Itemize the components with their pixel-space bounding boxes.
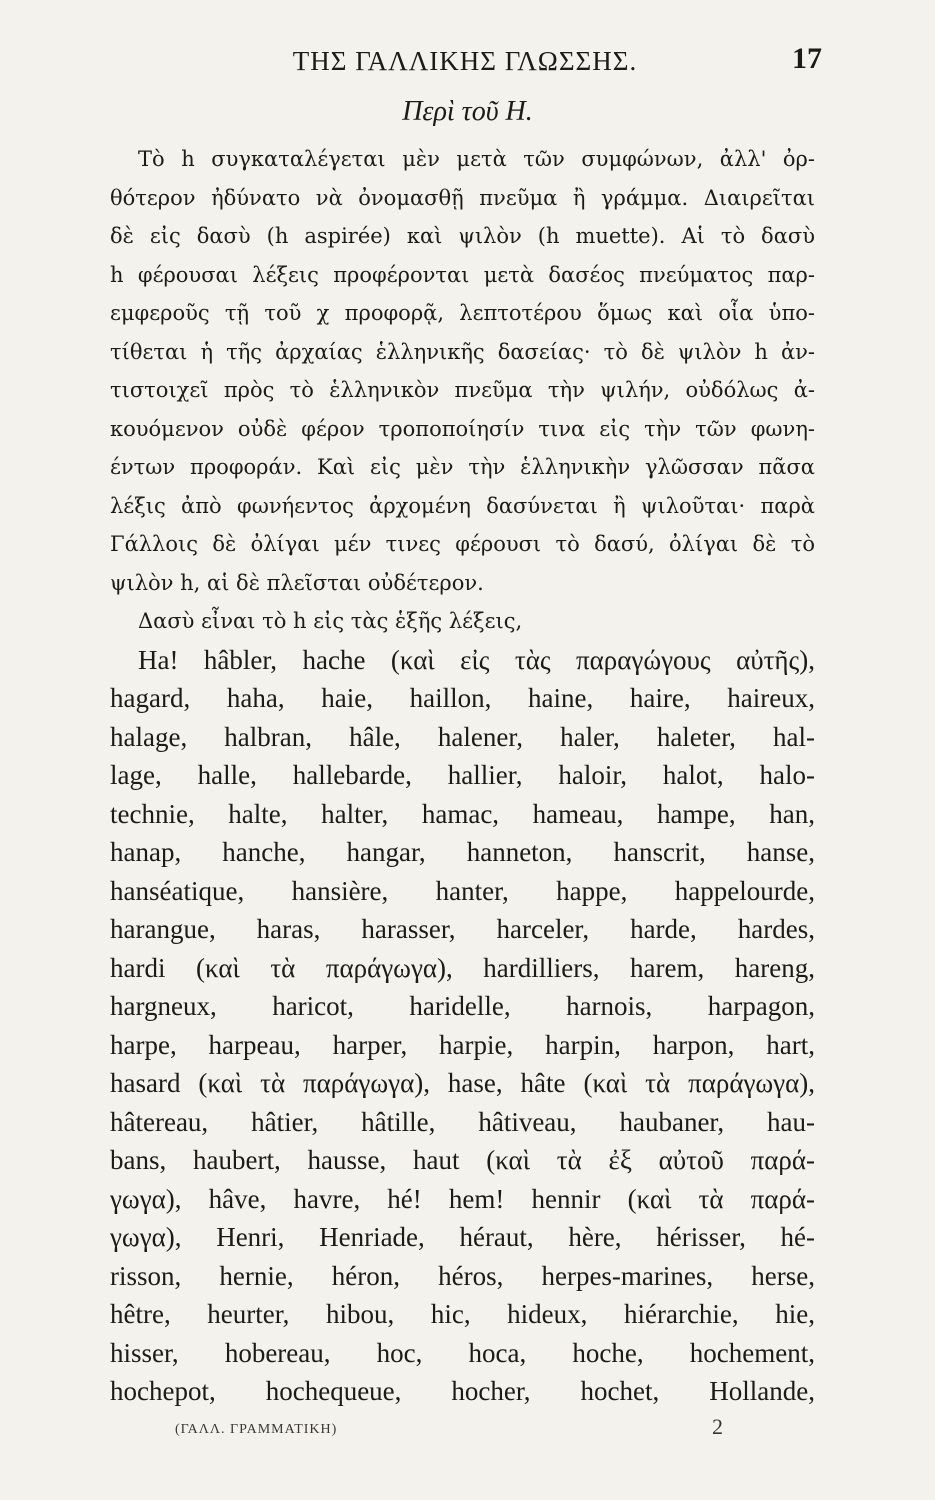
word-list-line: hardi (καὶ τὰ παράγωγα), hardilliers, harem, hareng, — [110, 952, 815, 983]
word-list-line: harpe, harpeau, harper, harpie, harpin, harpon, hart, — [110, 1029, 815, 1060]
paragraph-line: έντων προφοράν. Καὶ εἰς μὲν τὴν ἑλληνικὴν γλῶσσαν πᾶσα — [110, 455, 815, 479]
signature-number: 2 — [712, 1414, 723, 1439]
running-head — [100, 40, 830, 80]
paragraph-line: ψιλὸν h, αἱ δὲ πλεῖσται οὐδέτερον. — [110, 570, 484, 595]
paragraph-line: θότερον ἠδύνατο νὰ ὀνομασθῇ πνεῦμα ἢ γράμμα. Διαιρεῖται — [110, 185, 815, 210]
word-list-line: hanséatique, hansière, hanter, happe, happelourde, — [110, 875, 815, 906]
page-number: 17 — [792, 42, 822, 75]
word-list-line: hargneux, haricot, haridelle, harnois, harpagon, — [110, 991, 815, 1021]
section-heading: Περὶ τοῦ Η. — [402, 96, 533, 127]
word-list-line: halage, halbran, hâle, halener, haler, haleter, hal- — [110, 721, 815, 752]
intro-line: Δασὺ εἶναι τὸ h εἰς τὰς ἑξῆς λέξεις, — [138, 609, 523, 633]
paragraph-line: τιστοιχεῖ πρὸς τὸ ἑλληνικὸν πνεῦμα τὴν ψιλήν, οὐδόλως ἀ- — [110, 378, 815, 402]
word-list-line: hêtre, heurter, hibou, hic, hideux, hiérarchie, hie, — [110, 1299, 815, 1329]
paragraph-line: κουόμενον οὐδὲ φέρον τροποποίησίν τινα εἰς τὴν τῶν φωνη- — [110, 416, 815, 441]
signature-mark: (ΓΑΛΛ. ΓΡΑΜΜΑΤΙΚΗ) — [175, 1422, 338, 1437]
word-list-line: harangue, haras, harasser, harceler, harde, hardes, — [110, 914, 815, 944]
paragraph-line: δὲ εἰς δασὺ (h aspirée) καὶ ψιλὸν (h muette). Αἱ τὸ δασὺ — [110, 224, 815, 248]
word-list-line: hasard (καὶ τὰ παράγωγα), hase, hâte (καὶ τὰ παράγωγα), — [110, 1068, 815, 1098]
word-list — [110, 641, 815, 1411]
paragraph-line: εμφεροῦς τῇ τοῦ χ προφορᾷ, λεπτοτέρου ὅμως καὶ οἷα ὑπο- — [110, 301, 815, 325]
word-list-line: technie, halte, halter, hamac, hameau, hampe, han, — [110, 798, 815, 829]
paragraph-line: h φέρουσαι λέξεις προφέρονται μετὰ δασέος πνεύματος παρ- — [110, 262, 815, 287]
word-list-line: hâtereau, hâtier, hâtille, hâtiveau, haubaner, hau- — [110, 1106, 815, 1137]
running-title: ΤΗΣ ΓΑΛΛΙΚΗΣ ΓΛΩΣΣΗΣ. — [292, 46, 638, 76]
word-list-line: hochepot, hochequeue, hocher, hochet, Hollande, — [110, 1376, 815, 1406]
word-list-line: hisser, hobereau, hoc, hoca, hoche, hochement, — [110, 1337, 815, 1368]
body-text — [110, 140, 815, 1411]
word-list-line: hagard, haha, haie, haillon, haine, haire, haireux, — [110, 683, 815, 713]
paragraph-line: Γάλλοις δὲ ὀλίγαι μέν τινες φέρουσι τὸ δασύ, ὀλίγαι δὲ τὸ — [110, 532, 815, 556]
word-list-line: risson, hernie, héron, héros, herpes-marines, herse, — [110, 1260, 815, 1291]
paragraph-line: τίθεται ἡ τῆς ἀρχαίας ἑλληνικῆς δασείας· τὸ δὲ ψιλὸν h ἀν- — [110, 339, 815, 364]
word-list-line: hanap, hanche, hangar, hanneton, hanscrit, hanse, — [110, 837, 815, 867]
word-list-line: Ha! hâbler, hache (καὶ εἰς τὰς παραγώγους αὐτῆς), — [138, 644, 815, 675]
word-list-line: γωγα), hâve, havre, hé! hem! hennir (καὶ τὰ παρά- — [110, 1183, 815, 1214]
word-list-line: bans, haubert, hausse, haut (καὶ τὰ ἐξ αὐτοῦ παρά- — [110, 1145, 815, 1175]
paragraph-line: Τὸ h συγκαταλέγεται μὲν μετὰ τῶν συμφώνων, ἀλλ' ὀρ- — [138, 147, 815, 171]
paragraph-line: λέξις ἀπὸ φωνήεντος ἀρχομένη δασύνεται ἢ ψιλοῦται· παρὰ — [110, 493, 815, 518]
word-list-line: γωγα), Henri, Henriade, héraut, hère, hérisser, hé- — [110, 1222, 815, 1252]
word-list-line: lage, halle, hallebarde, hallier, haloir, halot, halo- — [110, 760, 815, 790]
paragraph — [110, 140, 815, 602]
